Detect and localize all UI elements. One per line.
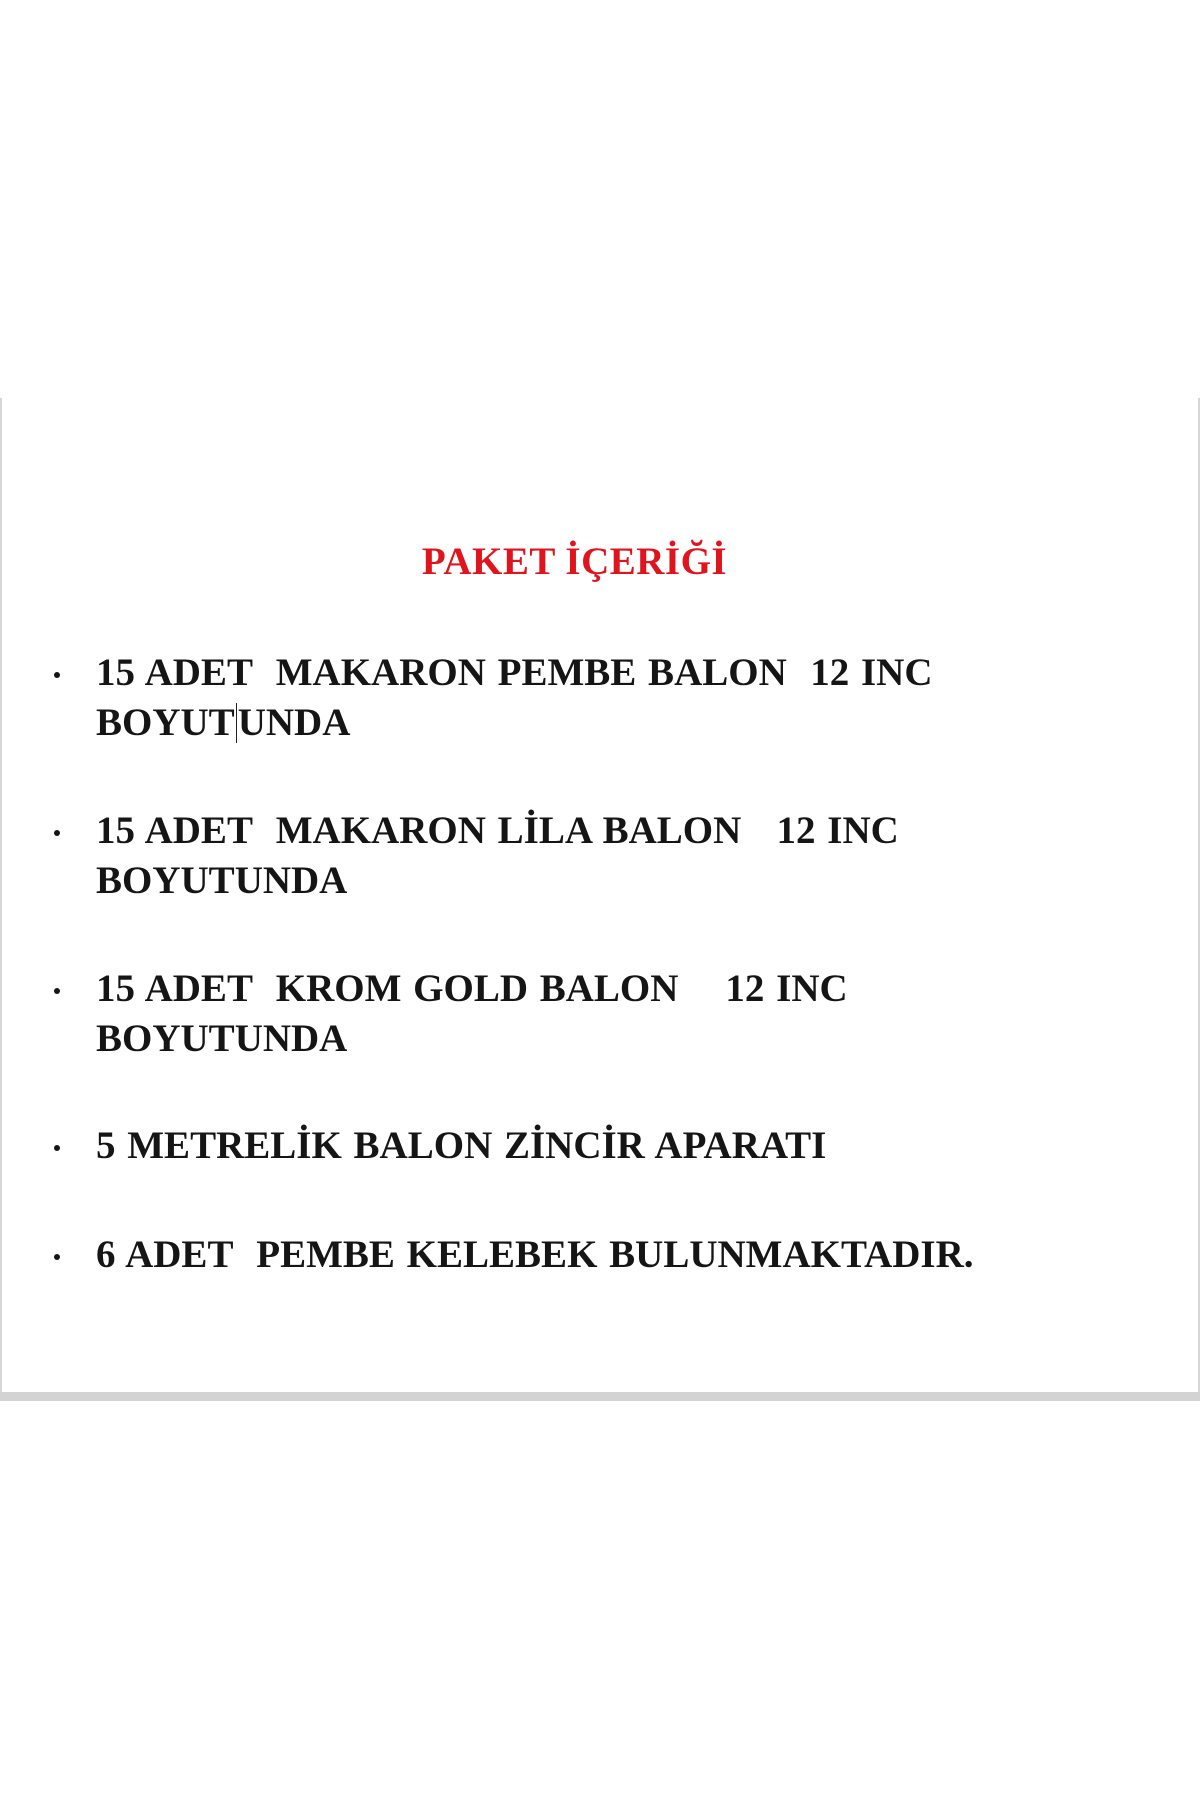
list-item-line [96,698,1096,748]
bullet-icon [54,830,60,836]
list-item-line: 15 ADET MAKARON PEMBE BALON 12 INC [96,651,933,694]
text-cursor [236,703,237,743]
list-item-text-segment: UNDA [237,701,351,744]
document-page[interactable] [0,398,1200,1394]
bullet-icon [54,1254,60,1260]
page-edge-shadow [0,1392,1200,1401]
list-item-line: 15 ADET MAKARON LİLA BALON 12 INC [96,809,899,852]
bullet-icon [54,988,60,994]
bullet-icon [54,672,60,678]
list-item-line: 15 ADET KROM GOLD BALON 12 INC [96,967,848,1010]
list-item-line: 5 METRELİK BALON ZİNCİR APARATI [96,1124,827,1167]
list-item-text-segment: BOYUT [96,701,235,744]
list-item-line: BOYUTUNDA [96,859,348,902]
document-title: PAKET İÇERİĞİ [421,540,728,583]
list-item-line: BOYUTUNDA [96,1017,348,1060]
bullet-icon [54,1145,60,1151]
list-item-line: 6 ADET PEMBE KELEBEK BULUNMAKTADIR. [96,1233,974,1276]
